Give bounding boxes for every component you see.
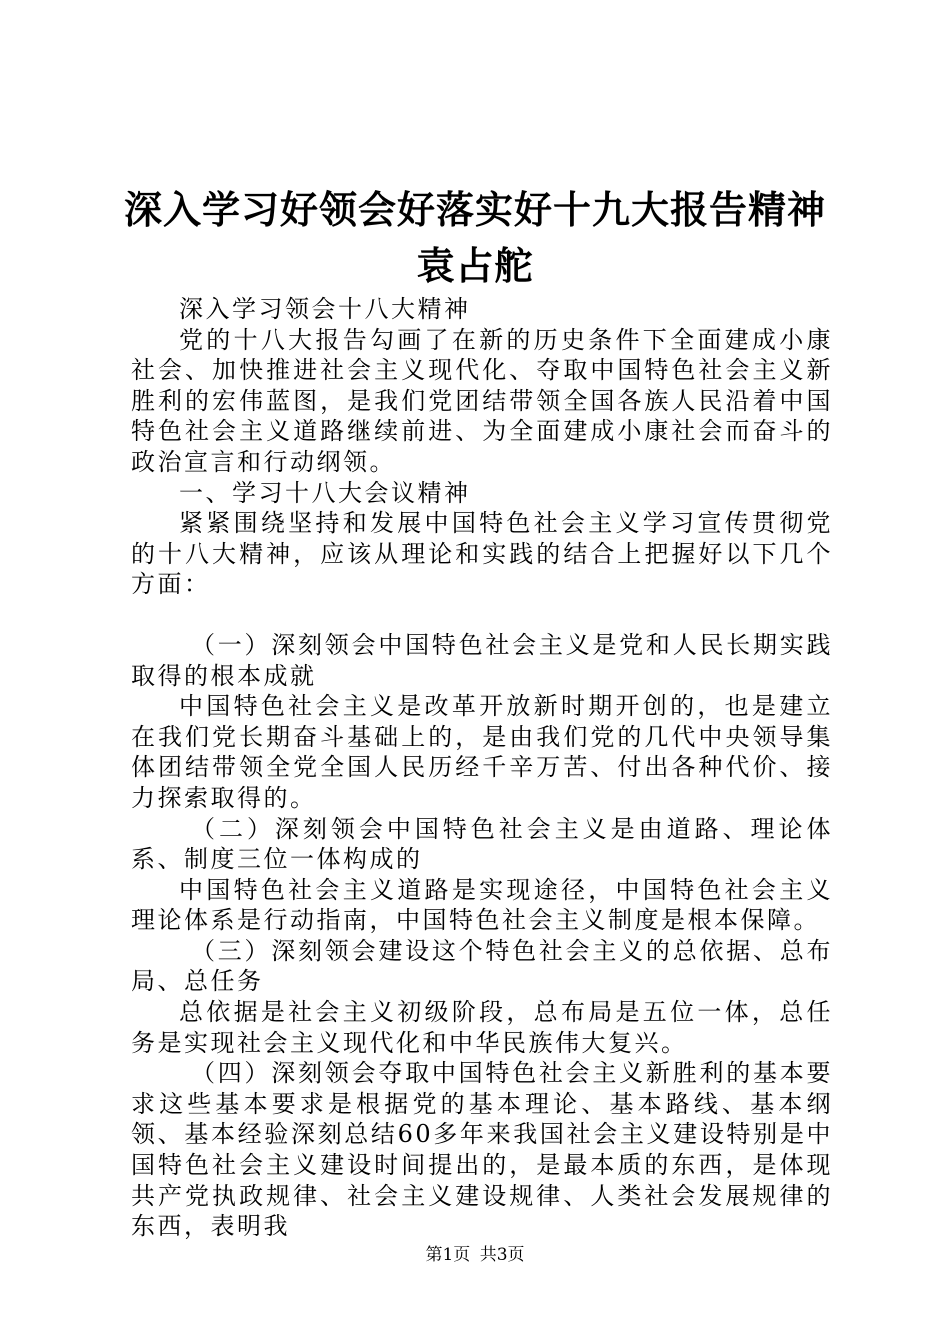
subsection-heading: （三）深刻领会建设这个特色社会主义的总依据、总布局、总任务 <box>131 936 833 996</box>
subsection-heading: （一）深刻领会中国特色社会主义是党和人民长期实践取得的根本成就 <box>131 630 833 690</box>
body-paragraph: 紧紧围绕坚持和发展中国特色社会主义学习宣传贯彻党的十八大精神，应该从理论和实践的结合上把握好以下几个方面： <box>131 509 833 599</box>
section-heading: 深入学习领会十八大精神 <box>179 295 471 323</box>
page-total: 共3页 <box>479 1245 525 1265</box>
document-body <box>131 294 833 1242</box>
body-paragraph: 总依据是社会主义初级阶段，总布局是五位一体，总任务是实现社会主义现代化和中华民族伟大复兴。 <box>131 998 833 1057</box>
page-number: 第1页 <box>425 1245 471 1265</box>
section-heading: 一、学习十八大会议精神 <box>179 478 471 507</box>
body-paragraph: 中国特色社会主义道路是实现途径，中国特色社会主义理论体系是行动指南，中国特色社会主义制度是根本保障。 <box>131 875 833 935</box>
subsection-heading: （四）深刻领会夺取中国特色社会主义新胜利的基本要求这些基本要求是根据党的基本理论、基本路线、基本纲领、基本经验深刻总结60多年来我国社会主义建设特别是中国特色社会主义建设时间提出的，是最本质的东西，是体现共产党执政规律、社会主义建设规律、人类社会发展规律的东西，表明我 <box>131 1059 833 1241</box>
body-paragraph: 中国特色社会主义是改革开放新时期开创的，也是建立在我们党长期奋斗基础上的，是由我们党的几代中央领导集体团结带领全党全国人民历经千辛万苦、付出各种代价、接力探索取得的。 <box>131 692 833 812</box>
body-paragraph: 党的十八大报告勾画了在新的历史条件下全面建成小康社会、加快推进社会主义现代化、夺取中国特色社会主义新胜利的宏伟蓝图，是我们党团结带领全国各族人民沿着中国特色社会主义道路继续前进、为全面建成小康社会而奋斗的政治宣言和行动纲领。 <box>131 325 833 476</box>
subsection-heading: （二）深刻领会中国特色社会主义是由道路、理论体系、制度三位一体构成的 <box>131 814 833 874</box>
page-footer <box>0 1244 950 1266</box>
paragraph-spacer <box>131 600 833 630</box>
document-title: 深入学习好领会好落实好十九大报告精神袁占舵 <box>123 187 826 288</box>
